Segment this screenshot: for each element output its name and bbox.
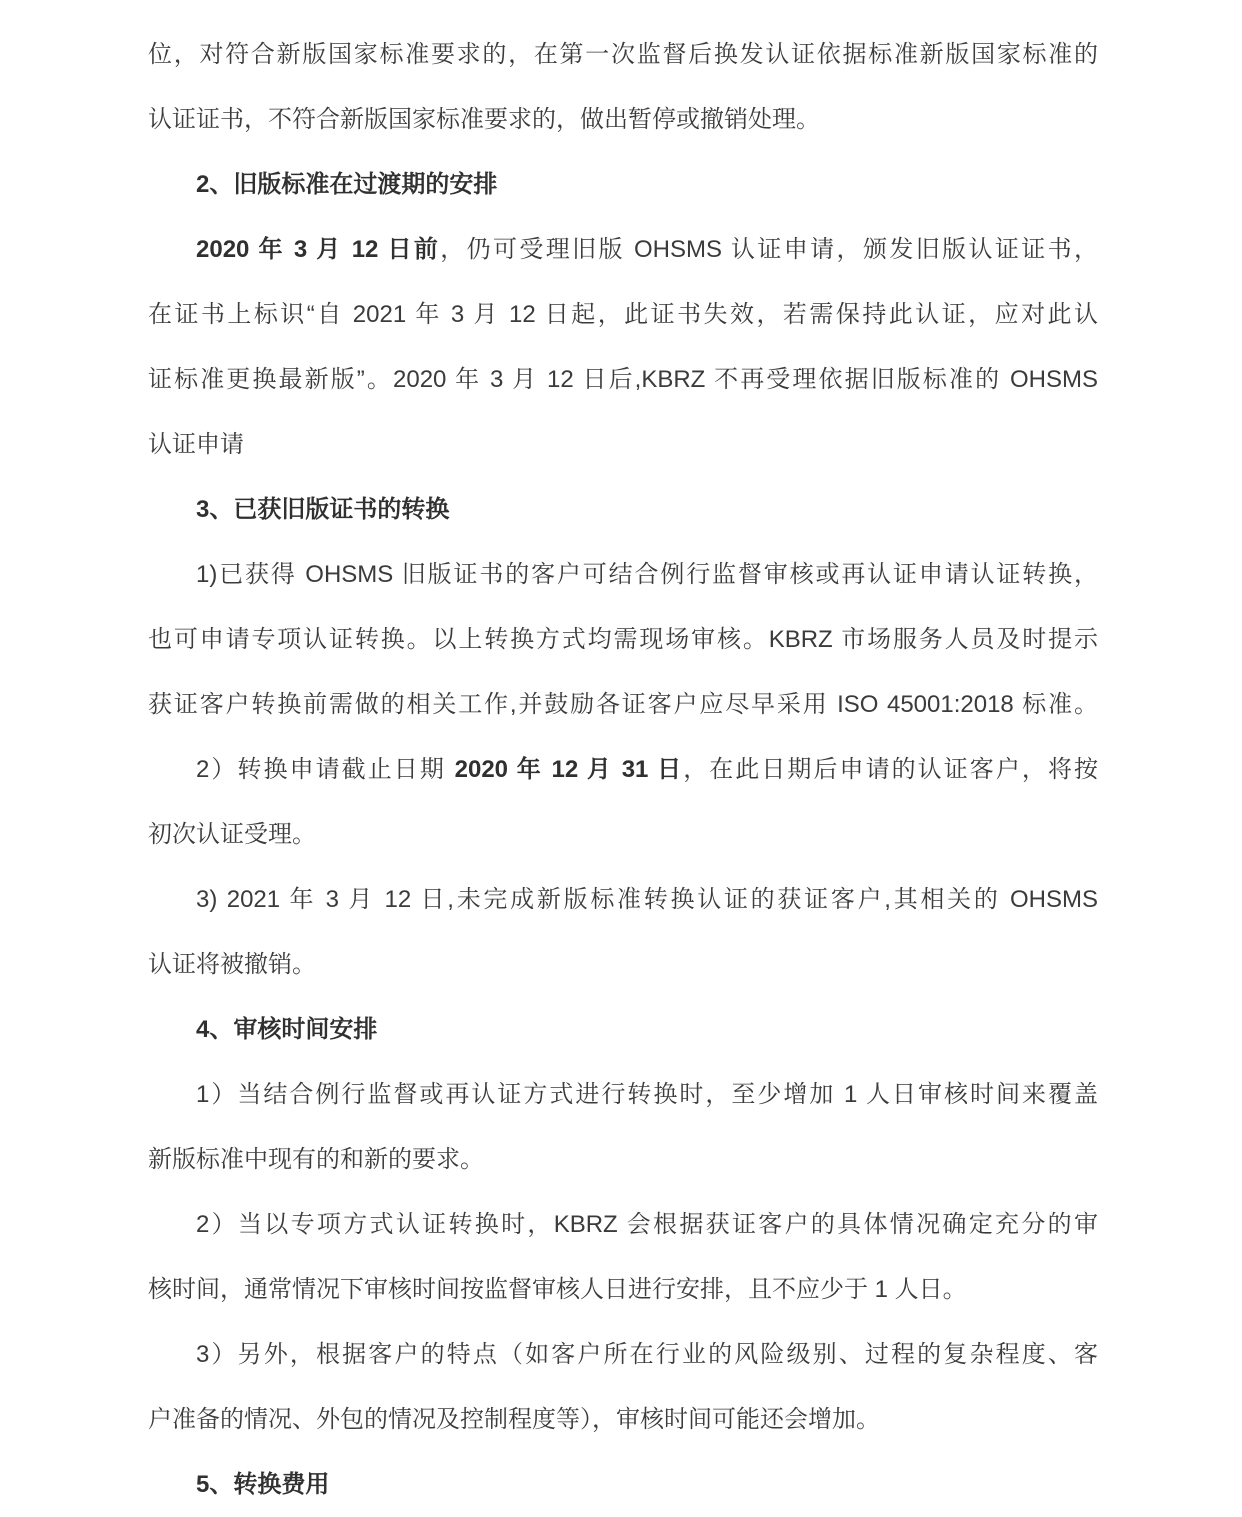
text-segment: 2、旧版标准在过渡期的安排	[196, 171, 498, 198]
text-segment: 1)已获得 OHSMS 旧版证书的客户可结合例行监督审核或再认证申请认证转换，	[196, 561, 1098, 588]
text-segment: 2020 年 12 月 31 日	[454, 756, 684, 783]
text-line	[148, 217, 1098, 282]
text-segment: 4、审核时间安排	[196, 1016, 378, 1043]
text-segment: 1）当结合例行监督或再认证方式进行转换时，至少增加 1 人日审核时间来覆盖	[196, 1081, 1098, 1108]
text-line	[148, 347, 1098, 412]
text-segment: 认证证书，不符合新版国家标准要求的，做出暂停或撤销处理。	[148, 106, 820, 133]
document-body	[148, 22, 1098, 1517]
text-segment: 2）当以专项方式认证转换时，KBRZ 会根据获证客户的具体情况确定充分的审	[196, 1211, 1098, 1238]
text-segment: 新版标准中现有的和新的要求。	[148, 1146, 484, 1173]
text-line	[148, 1322, 1098, 1387]
text-segment: 初次认证受理。	[148, 821, 316, 848]
text-segment: 获证客户转换前需做的相关工作,并鼓励各证客户应尽早采用 ISO 45001:2018 标准。	[148, 691, 1098, 718]
text-segment: 认证将被撤销。	[148, 951, 316, 978]
section-heading	[148, 997, 1098, 1062]
text-segment: 3、已获旧版证书的转换	[196, 496, 450, 523]
text-segment: 也可申请专项认证转换。以上转换方式均需现场审核。KBRZ 市场服务人员及时提示	[148, 626, 1098, 653]
text-line	[148, 802, 1098, 867]
text-line	[148, 1192, 1098, 1257]
text-segment: 3）另外，根据客户的特点（如客户所在行业的风险级别、过程的复杂程度、客	[196, 1341, 1098, 1368]
text-line	[148, 737, 1098, 802]
text-segment: 2020 年 3 月 12 日前	[196, 236, 441, 263]
text-segment: 核时间，通常情况下审核时间按监督审核人日进行安排，且不应少于 1 人日。	[148, 1276, 967, 1303]
text-line	[148, 1387, 1098, 1452]
text-line	[148, 672, 1098, 737]
text-line	[148, 1062, 1098, 1127]
section-heading	[148, 1452, 1098, 1517]
text-segment: 位，对符合新版国家标准要求的，在第一次监督后换发认证依据标准新版国家标准的	[148, 41, 1098, 68]
text-line	[148, 932, 1098, 997]
text-segment: ，仍可受理旧版 OHSMS 认证申请，颁发旧版认证证书，	[440, 236, 1099, 263]
text-segment: ，在此日期后申请的认证客户，将按	[683, 756, 1099, 783]
text-segment: 3) 2021 年 3 月 12 日,未完成新版标准转换认证的获证客户,其相关的 OHSMS	[196, 886, 1098, 913]
text-segment: 证标准更换最新版”。2020 年 3 月 12 日后,KBRZ 不再受理依据旧版标准的 OHSMS	[148, 366, 1098, 393]
text-line	[148, 412, 1098, 477]
text-segment: 在证书上标识“自 2021 年 3 月 12 日起，此证书失效，若需保持此认证，应对此认	[148, 301, 1098, 328]
text-line	[148, 542, 1098, 607]
text-segment: 2）转换申请截止日期	[196, 756, 455, 783]
text-line	[148, 607, 1098, 672]
text-line	[148, 1257, 1098, 1322]
text-segment: 认证申请	[148, 431, 244, 458]
text-segment: 户准备的情况、外包的情况及控制程度等），审核时间可能还会增加。	[148, 1406, 880, 1433]
text-line	[148, 87, 1098, 152]
text-line	[148, 282, 1098, 347]
text-line	[148, 1127, 1098, 1192]
text-line	[148, 867, 1098, 932]
text-segment: 5、转换费用	[196, 1471, 330, 1498]
section-heading	[148, 152, 1098, 217]
section-heading	[148, 477, 1098, 542]
text-line	[148, 22, 1098, 87]
